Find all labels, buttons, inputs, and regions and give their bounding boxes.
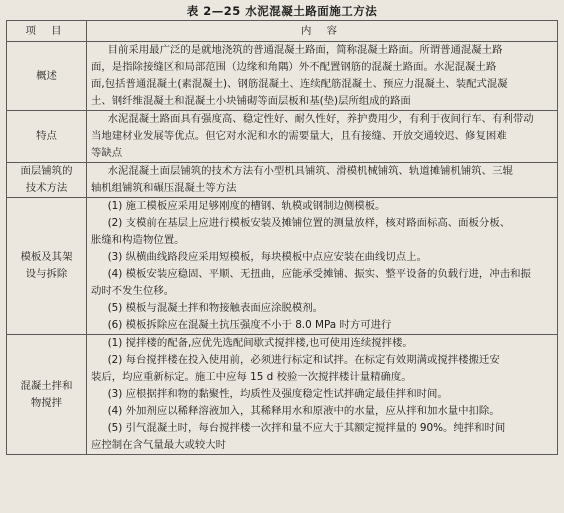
row-content-features <box>87 111 558 163</box>
content-line: 水泥混凝土路面具有强度高、稳定性好、耐久性好，养护费用少，有利于夜间行车、有利带动 <box>107 113 534 125</box>
content-line: (6) 模板拆除应在混凝土抗压强度不小于 8.0 MPa 时方可进行 <box>107 319 392 331</box>
table-row <box>7 111 558 163</box>
content-line: 面，是指除接缝区和局部范围（边缘和角隅）外不配置钢筋的混凝土路面。水泥混凝土路 <box>91 61 497 73</box>
row-item-overview <box>7 42 87 111</box>
construction-methods-table <box>6 20 558 455</box>
row-item-paving-methods <box>7 163 87 198</box>
row-content-formwork <box>87 198 558 335</box>
content-line: (1) 搅拌楼的配备,应优先选配间歇式搅拌楼,也可使用连续搅拌楼。 <box>107 337 413 349</box>
item-label: 模板及其架 <box>20 251 73 263</box>
table-row <box>7 42 558 111</box>
row-item-formwork <box>7 198 87 335</box>
table-row <box>7 198 558 335</box>
content-line: (2) 每台搅拌楼在投入使用前，必须进行标定和试拌。在标定有效期满或搅拌楼搬迁安 <box>107 354 500 366</box>
item-label: 混凝土拌和 <box>20 379 73 392</box>
content-line: (4) 模板安装应稳固、平顺、无扭曲，应能承受摊铺、振实、整平设备的负载行进，冲击和振 <box>107 268 531 280</box>
header-content: 内 容 <box>87 21 558 42</box>
content-line: 当地建材业发展等优点。但它对水泥和水的需要量大，且有接缝、开放交通较迟、修复困难 <box>91 130 507 142</box>
content-line: (3) 应根据拌和物的黏聚性，均质性及强度稳定性试拌确定最佳拌和时间。 <box>107 388 448 400</box>
content-line: (1) 施工模板应采用足够刚度的槽钢、轨模或钢制边侧模板。 <box>107 200 386 212</box>
item-label: 技术方法 <box>25 182 68 194</box>
content-line: 动时不发生位移。 <box>91 285 175 297</box>
content-line: 胀缝和构造物位置。 <box>91 234 185 246</box>
item-label: 面层铺筑的 <box>20 165 73 177</box>
row-content-mixing <box>87 335 558 455</box>
content-line: 装后，均应重新标定。施工中应每 15 d 校验一次搅拌楼计量精确度。 <box>91 371 412 383</box>
row-content-overview <box>87 42 558 111</box>
row-content-paving-methods <box>87 163 558 198</box>
content-line: (5) 模板与混凝土拌和物接触表面应涂脱模剂。 <box>107 302 324 314</box>
item-label: 物搅拌 <box>30 396 63 409</box>
content-line: 应控制在含气量最大或较大时 <box>91 439 227 451</box>
item-label: 概述 <box>36 69 57 82</box>
table-row <box>7 335 558 455</box>
item-label: 特点 <box>36 130 57 142</box>
content-line: 土、钢纤维混凝土和混凝土小块铺砌等面层板和基(垫)层所组成的路面 <box>91 95 411 107</box>
content-line: (4) 外加剂应以稀释溶液加入，其稀释用水和原液中的水量，应从拌和加水量中扣除。 <box>107 405 500 417</box>
content-line: 等缺点 <box>91 147 123 159</box>
table-header-row <box>7 21 558 42</box>
header-item: 项 目 <box>7 21 87 42</box>
item-label: 设与拆除 <box>25 268 68 280</box>
row-item-features <box>7 111 87 163</box>
content-line: (3) 纵横曲线路段应采用短模板，每块模板中点应安装在曲线切点上。 <box>107 251 427 263</box>
content-line: 面,包括普通混凝土(素混凝土)、钢筋混凝土、连续配筋混凝土、预应力混凝土、装配式混凝 <box>91 78 508 90</box>
content-line: (2) 支模前在基层上应进行模板安装及摊铺位置的测量放样，核对路面标高、面板分板、 <box>107 217 511 229</box>
table-row <box>7 163 558 198</box>
content-line: 水泥混凝土面层铺筑的技术方法有小型机具铺筑、滑模机械铺筑、轨道摊铺机铺筑、三辊 <box>107 165 513 177</box>
row-item-mixing <box>7 335 87 455</box>
table-title: 表 2—25 水泥混凝土路面施工方法 <box>186 4 378 18</box>
content-line: 轴机组铺筑和碾压混凝土等方法 <box>91 182 237 194</box>
content-line: (5) 引气混凝土时，每台搅拌楼一次拌和量不应大于其额定搅拌量的 90%。纯拌和时间 <box>107 422 506 434</box>
content-line: 目前采用最广泛的是就地浇筑的普通混凝土路面，简称混凝土路面。所谓普通混凝土路 <box>107 44 503 56</box>
